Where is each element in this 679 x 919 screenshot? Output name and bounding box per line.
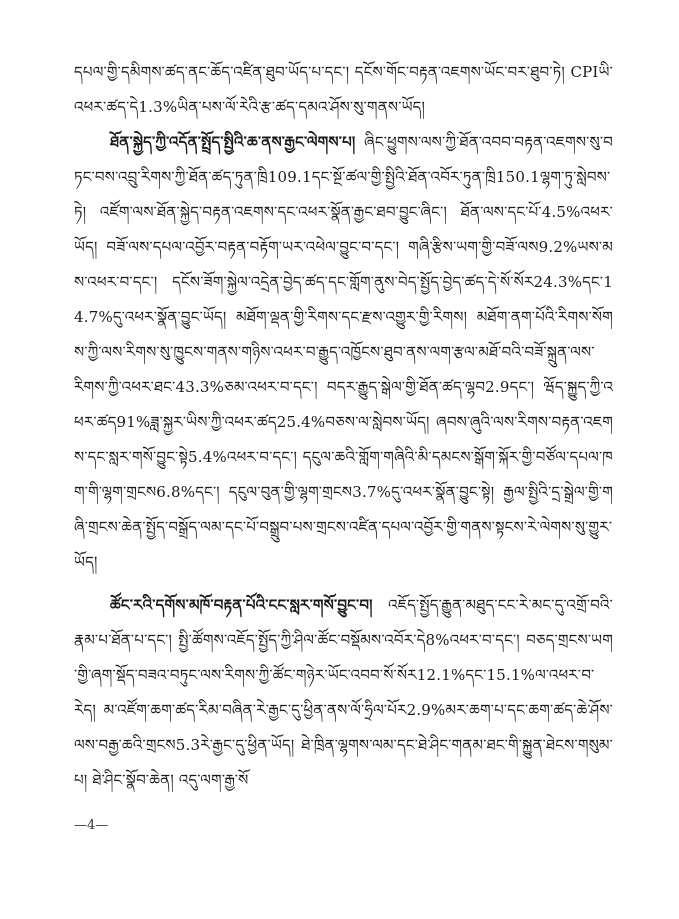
paragraph-2	[74, 125, 613, 580]
page-number: —4—	[74, 818, 109, 833]
paragraph-1-body: དཔལ་གྱི་དམིགས་ཚད་ནང་ཆོད་འཛིན་ཐུབ་ཡོད་པ་དང་། དངོས་གོང་བརྟན་འཇགས་ཡོང་བར་ཐུབ་ཏེ། CPIཡི་འཕར་ཚད་དེ1.3%ཡིན་པས་ལོ་རེའི་རྩ་ཚད་དམའ་ཤོས་སུ་གནས་ཡོད།	[74, 63, 613, 116]
paragraph-1	[74, 55, 613, 125]
paragraph-gap	[74, 580, 613, 588]
paragraph-3-heading: ཚོང་རའི་དགོས་མཁོ་བརྟན་པོའི་ངང་སླར་གསོ་བྱུང་བ།	[110, 596, 373, 614]
paragraph-2-heading: ཐོན་སྐྱེད་ཀྱི་འདོན་སྤྲོད་སྤྱིའི་ཆ་ནས་རྒྱང་ལེགས་པ།	[110, 133, 356, 151]
paragraph-2-body: ཞིང་ཕྱུགས་ལས་ཀྱི་ཐོན་འབབ་བརྟན་འཇགས་སུ་བཏང་བས་འབྲུ་རིགས་ཀྱི་ཐོན་ཚད་ཏུན་ཁྲི109.1དང་སྔོ་ཚལ་གྱི་སྤྱིའི་ཐོན་འབོར་ཏུན་ཁྲི150.1ལྷག་ཏུ་སླེབས་ཏེ། འཛོག་ལས་ཐོན་སྐྱེད་བརྟན་འཇགས་དང་འཕར་སྣོན་རྒྱང་ཐབ་བྱུང་ཞིང་། ཐོན་ལས་དང་པོ་4.5%འཕར་ཡོད། བཟོ་ལས་དཔལ་འབྱོར་བརྟན་བརྟོག་ཡར་འཕེལ་བྱུང་བ་དང་། གཞི་རྩིས་ཡག་གྱི་བཟོ་ལས9.2%ཡས་མས་འཕར་བ་དང་། དངོས་ཟོག་སྐྱེལ་འདྲེན་བྱེད་ཚད་དང་གློག་ནུས་བེད་སྤྱོད་བྱེད་ཚད་དེ་སོ་སོར24.3%དང་14.7%དུ་འཕར་སྣོན་བྱུང་ཡོད། མཐོག་ལྡན་གྱི་རིགས་དང་རྫས་འགྱུར་གྱི་རིགས། མཐོག་ནག་པོའི་རིགས་སོགས་ཀྱི་ལས་རིགས་སུ་ཁྱུངས་གནས་གཉིས་འཕར་བ་རྒྱུད་འཁྱོངས་ཐུབ་ནས་ལག་རྩལ་མཐོ་བའི་བཟོ་སྐྲུན་ལས་རིགས་ཀྱི་འཕར་ཐང་43.3%ཅམ་འཕར་བ་དང་། བདར་རྒྱུད་སྒེལ་གྱི་ཐོན་ཚད་ལྷབ2.9དང་། ཝོད་སྐྱུད་ཀྱི་འཕར་ཚད91%ཟླ་སྐྱར་ཡིས་ཀྱི་འཕར་ཚད25.4%བཅས་ལ་སླེབས་ཡོད། ཞབས་ཞུའི་ལས་རིགས་བརྟན་འཇགས་དང་སླར་གསོ་བྱུང་སྟེ5.4%འཕར་བ་དང་། དངུལ་ཆའི་གློག་གཞིའི་མི་དམངས་སྒོག་སྐོར་གྱི་བཙོལ་དཔལ་ཁག་གི་ལྷག་གྲངས6.8%དང་། དངུལ་བུན་གྱི་ལྷག་གྲངས3.7%དུ་འཕར་སྣོན་བྱུང་སྟེ། རྒྱལ་སྤྱིའི་དྲ་སྒྲེལ་གྱི་གཞི་གྲངས་ཆེན་སྤྱོད་བསྒྲོད་ལམ་དང་པོ་བསྒྲུབ་པས་གྲངས་འཛིན་དཔལ་འབྱོར་གྱི་གནས་སྟངས་རེ་ལེགས་སུ་གྱུར་ཡོད།	[74, 133, 613, 571]
paragraph-3	[74, 588, 613, 798]
paragraph-3-body: འཇོད་སྤྱོད་རྒྱུན་མཐུད་ངང་རེ་མང་དུ་འགྲོ་བའི་རྣམ་པ་ཐོན་པ་དང་། སྤྱི་ཚོགས་འཇོད་སྤྱོད་ཀྱི་ཤིལ་ཚོང་བསྡོམས་འབོར་དེ8%འཕར་བ་དང་། བཅད་གྲངས་ཡག་གྱི་ཞག་སྡོད་བཟའ་བཏུང་ལས་རིགས་ཀྱི་ཚོང་གཉེར་ཡོང་འབབ་སོ་སོར12.1%དང་15.1%ལ་འཕར་བ་རེད། མ་འཛོག་ཆག་ཚད་རིམ་བཞིན་རེ་རྒྱང་དུ་ཕྱིན་ནས་ལོ་ཧྲིལ་པོར2.9%མར་ཆག་པ་དང་ཆག་ཚད་ཆེ་ཤོས་ལས་བརྒྱ་ཆའི་གྲངས5.3རེ་རྒྱང་དུ་ཕྱིན་ཡོད། ཐེ་ཁྲིན་ལྷགས་ལམ་དང་ཐེ་ཤིང་གནམ་ཐང་གི་སྐྱུན་ཐེངས་གསུམ་པ། ཐེ་ཤིང་སྣོབ་ཆེན། འདུ་ལག་རྒྱ་སོ	[74, 596, 613, 789]
